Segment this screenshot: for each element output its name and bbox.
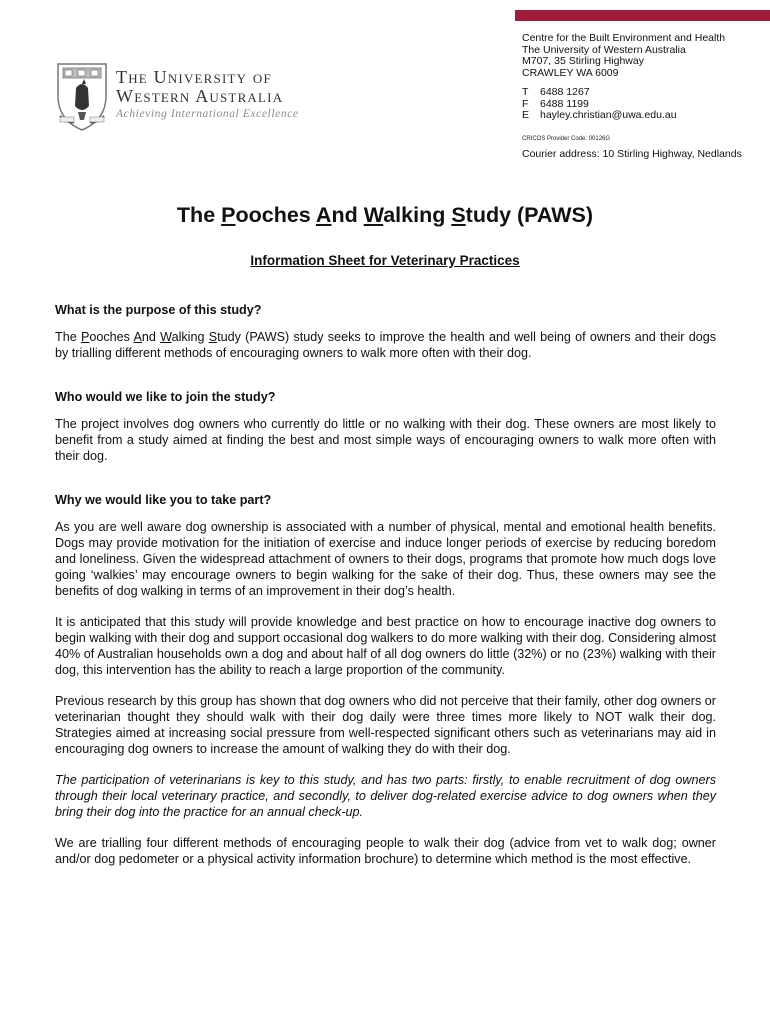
document-subtitle: Information Sheet for Veterinary Practices — [250, 253, 520, 268]
section-heading: Who would we like to join the study? — [55, 390, 276, 404]
document-title: The Pooches And Walking Study (PAWS) — [176, 203, 594, 227]
courier-address: Courier address: 10 Stirling Highway, Nedlands — [522, 148, 742, 160]
contact-email: E hayley.christian@uwa.edu.au — [522, 109, 677, 122]
contact-block — [522, 87, 677, 122]
paragraph: The Pooches And Walking Study (PAWS) study seeks to improve the health and well being of owners and their dogs by trialling different methods of encouraging owners to walk more often with their dog. — [55, 330, 717, 360]
paragraph: It is anticipated that this study will provide knowledge and best practice on how to encourage inactive dog owners to begin walking with their dog and support occasional dog walkers to do more walking with their dog. Considering almost 40% of Australian households own a dog and about half of all dog owners do little (32%) or no (23%) walking with their dog, this intervention has the ability to reach a large proportion of the community. — [55, 615, 716, 677]
address-line: CRAWLEY WA 6009 — [522, 66, 619, 79]
email-link[interactable]: hayley.christian@uwa.edu.au — [540, 109, 677, 122]
address-block — [522, 33, 725, 79]
paragraph: As you are well aware dog ownership is associated with a number of physical, mental and emotional health benefits. Dogs may provide motivation for the initiation of exercise and induce longer periods of exercise by reducing boredom and loneliness. Given the widespread attachment of owners to their dogs, programs that promote how much dogs love going ‘walkies’ may encourage owners to begin walking for the sake of their dog. Thus, these owners may see the benefits of dog walking in terms of an improvement in their dog’s health. — [55, 520, 716, 598]
university-crest-icon — [54, 62, 110, 132]
paragraph-italic: The participation of veterinarians is key to this study, and has two parts: firstly, to enable recruitment of dog owners through their local veterinary practice, and secondly, to deliver dog-related exercise advice to dog owners when they bring their dog into the practice for an annual check-up. — [55, 773, 716, 819]
document-body — [55, 302, 716, 867]
section-heading: What is the purpose of this study? — [55, 303, 262, 317]
section-heading: Why we would like you to take part? — [55, 493, 272, 507]
university-logo — [54, 62, 299, 132]
contact-fax: F 6488 1199 — [522, 97, 589, 110]
university-motto: Achieving International Excellence — [116, 108, 299, 120]
address-line: The University of Western Australia — [522, 43, 686, 56]
university-name-line2: Western Australia — [116, 86, 284, 106]
paragraph: Previous research by this group has shown that dog owners who did not perceive that their family, other dog owners or veterinarian thought they should walk with their dog daily were three times more likely to NOT walk their dog. Strategies aimed at increasing social pressure from well-respected significant others such as veterinarians may aid in encouraging dog owners to increase the amount of walking they do with their dog. — [55, 694, 716, 756]
paragraph: We are trialling four different methods of encouraging people to walk their dog (advice from vet to walk dog; owner and/or dog pedometer or a physical activity information brochure) to determine which method is the most effective. — [55, 836, 716, 866]
university-name-line1: The University of — [116, 67, 272, 87]
university-name — [116, 68, 283, 106]
paragraph: The project involves dog owners who currently do little or no walking with their dog. These owners are most likely to benefit from a study aimed at finding the best and most simple ways of encouraging owners to walk more often with their dog. — [55, 417, 716, 463]
address-line: Centre for the Built Environment and Health — [522, 32, 726, 44]
address-line: M707, 35 Stirling Highway — [522, 55, 644, 68]
brand-color-bar — [515, 10, 770, 21]
contact-phone: T 6488 1267 — [522, 86, 590, 98]
cricos-code: CRICOS Provider Code: 00126G — [522, 136, 611, 142]
